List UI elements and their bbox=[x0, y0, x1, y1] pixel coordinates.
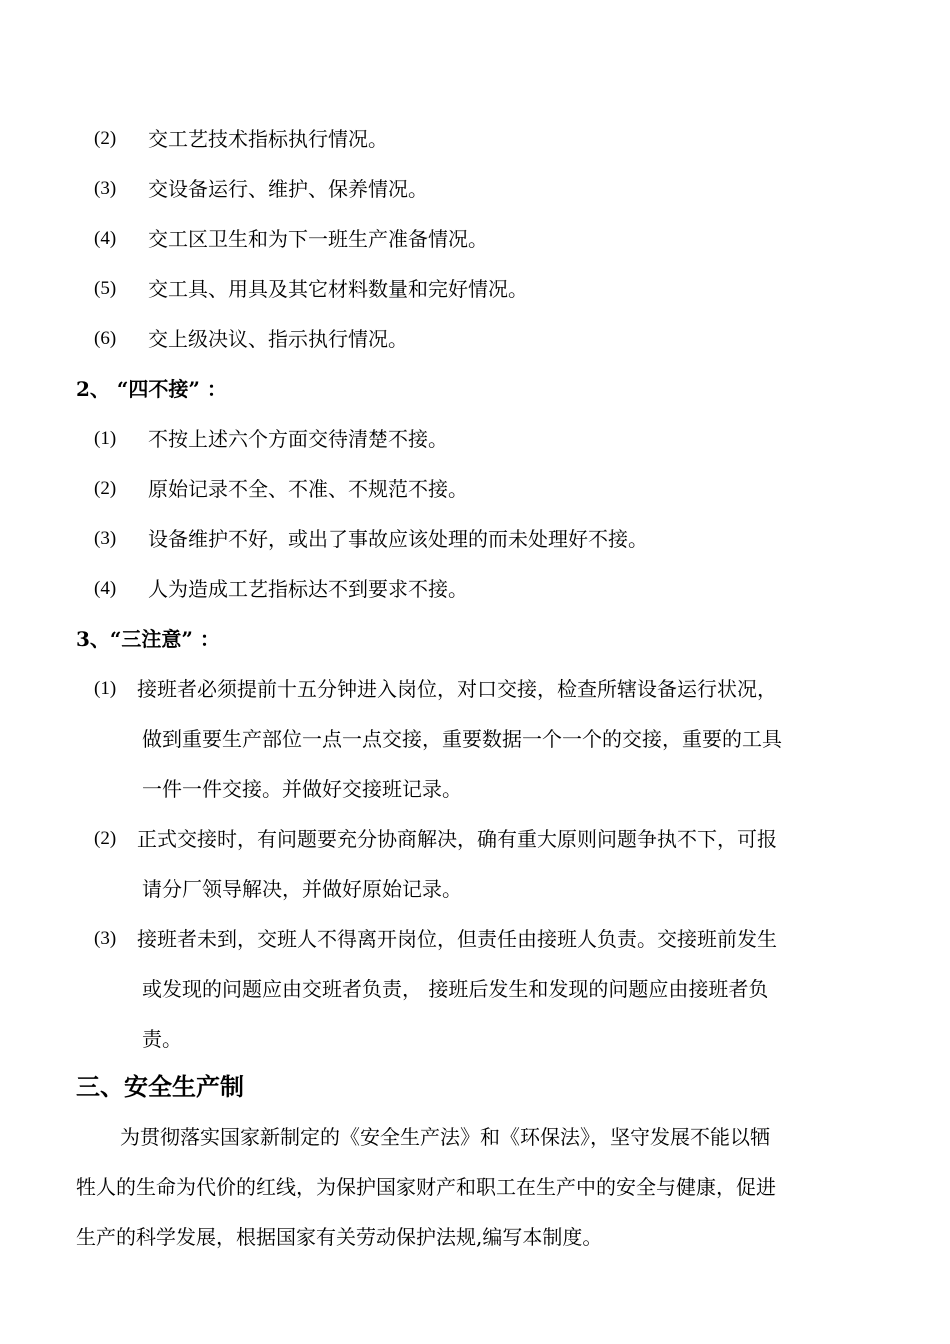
list-item-text: 交工艺技术指标执行情况。 bbox=[148, 127, 388, 151]
list-item-text: 正式交接时，有问题要充分协商解决，确有重大原则问题争执不下，可报 bbox=[137, 827, 777, 851]
list-item-text: 做到重要生产部位一点一点交接，重要数据一个一个的交接，重要的工具 bbox=[142, 727, 782, 751]
list-item-number: (4) bbox=[94, 228, 117, 249]
list-item-number: (2) bbox=[94, 128, 117, 149]
list-item-number: (1) bbox=[94, 678, 117, 699]
list-item-number: (5) bbox=[94, 278, 117, 299]
subheading-four-not-accept: 2、 “四不接” ： bbox=[76, 377, 227, 401]
list-item-text: 一件一件交接。并做好交接班记录。 bbox=[142, 777, 462, 801]
list-item-text: 原始记录不全、不准、不规范不接。 bbox=[148, 477, 468, 501]
list-item-text: 设备维护不好，或出了事故应该处理的而未处理好不接。 bbox=[148, 527, 648, 551]
list-item-text: 或发现的问题应由交班者负责， 接班后发生和发现的问题应由接班者负 bbox=[142, 977, 769, 1001]
list-item-text: 交工具、用具及其它材料数量和完好情况。 bbox=[148, 277, 528, 301]
list-item-number: (2) bbox=[94, 828, 117, 849]
paragraph-line: 牲人的生命为代价的红线，为保护国家财产和职工在生产中的安全与健康，促进 bbox=[76, 1175, 776, 1199]
list-item-number: (6) bbox=[94, 328, 117, 349]
list-item-number: (2) bbox=[94, 478, 117, 499]
list-item-number: (1) bbox=[94, 428, 117, 449]
list-item-number: (4) bbox=[94, 578, 117, 599]
list-item-number: (3) bbox=[94, 178, 117, 199]
list-item-number: (3) bbox=[94, 528, 117, 549]
paragraph-line: 生产的科学发展，根据国家有关劳动保护法规,编写本制度。 bbox=[76, 1225, 603, 1249]
list-item-text: 不按上述六个方面交待清楚不接。 bbox=[148, 427, 448, 451]
list-item-text: 责。 bbox=[142, 1027, 182, 1051]
list-item-text: 接班者未到，交班人不得离开岗位，但责任由接班人负责。交接班前发生 bbox=[137, 927, 777, 951]
list-item-text: 接班者必须提前十五分钟进入岗位，对口交接，检查所辖设备运行状况， bbox=[137, 677, 777, 701]
section-title: 三、安全生产制 bbox=[76, 1073, 244, 1101]
list-item-text: 交设备运行、维护、保养情况。 bbox=[148, 177, 428, 201]
paragraph-line: 为贯彻落实国家新制定的《安全生产法》和《环保法》，坚守发展不能以牺 bbox=[120, 1125, 770, 1149]
list-item-text: 请分厂领导解决，并做好原始记录。 bbox=[142, 877, 462, 901]
list-item-text: 交工区卫生和为下一班生产准备情况。 bbox=[148, 227, 488, 251]
list-item-number: (3) bbox=[94, 928, 117, 949]
list-item-text: 人为造成工艺指标达不到要求不接。 bbox=[148, 577, 468, 601]
subheading-three-attention: 3、“三注意” ： bbox=[76, 627, 220, 651]
list-item-text: 交上级决议、指示执行情况。 bbox=[148, 327, 408, 351]
